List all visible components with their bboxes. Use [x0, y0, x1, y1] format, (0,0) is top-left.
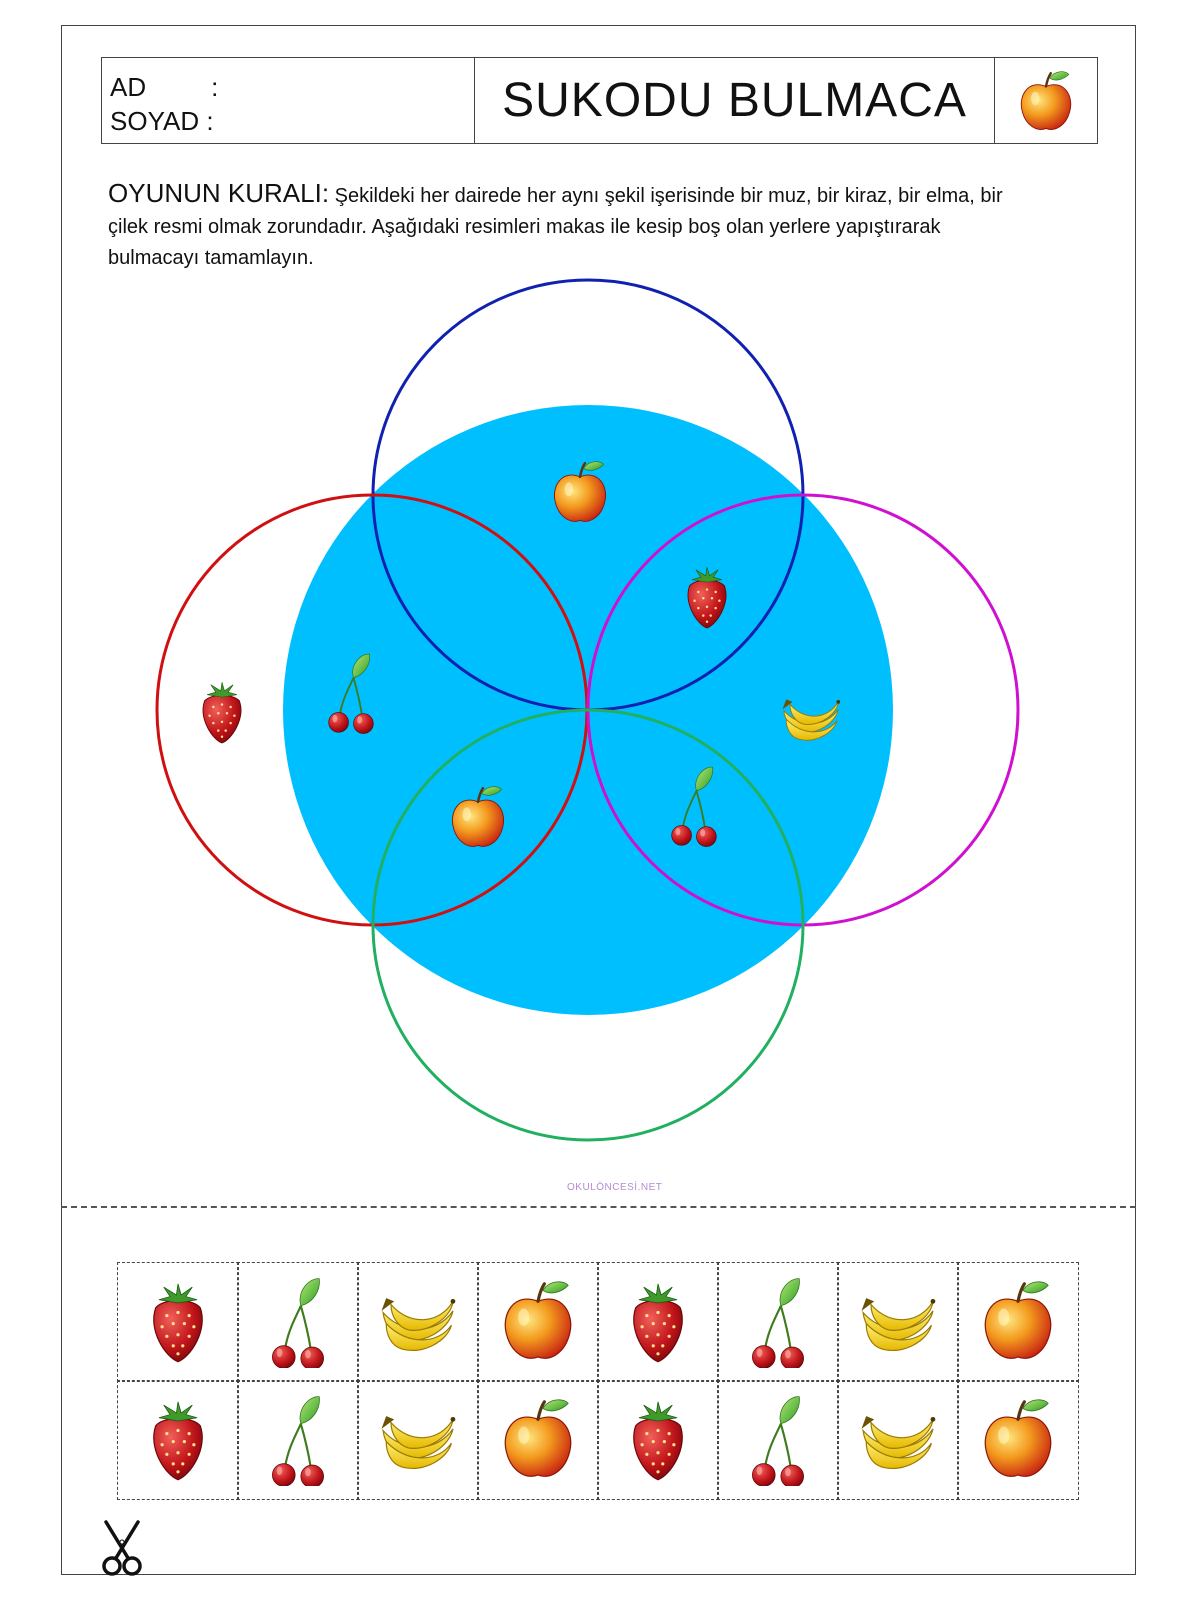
- cutout-tile[interactable]: [357, 1380, 479, 1500]
- cherry-icon: [252, 1394, 344, 1486]
- strawberry-icon: [612, 1276, 704, 1368]
- cutout-tile[interactable]: [597, 1262, 719, 1382]
- cutout-tile[interactable]: [837, 1262, 959, 1382]
- banana-icon: [372, 1276, 464, 1368]
- cutout-tiles: [118, 1263, 1078, 1499]
- banana-icon: [372, 1394, 464, 1486]
- apple-icon: [972, 1276, 1064, 1368]
- cutout-tile[interactable]: [477, 1380, 599, 1500]
- cherry-icon: [252, 1276, 344, 1368]
- cutout-tile[interactable]: [717, 1380, 839, 1500]
- cutout-tile[interactable]: [717, 1262, 839, 1382]
- scissors-icon: [98, 1520, 146, 1578]
- cutout-tile[interactable]: [957, 1380, 1079, 1500]
- surname-label: SOYAD :: [110, 106, 214, 136]
- watermark-text: OKULÖNCESİ.NET: [567, 1182, 663, 1193]
- cutout-tile[interactable]: [957, 1262, 1079, 1382]
- cherry-icon: [732, 1394, 824, 1486]
- cutout-tile[interactable]: [117, 1262, 239, 1382]
- rules-body: Şekildeki her dairede her aynı şekil işerisinde bir muz, bir kiraz, bir elma, bir çilek resmi olmak zorundadır. Aşağıdaki resimleri makas ile kesip boş olan yerlere yapıştırarak bulmacayı tamamlayın.: [108, 185, 1003, 269]
- strawberry-icon: [203, 682, 241, 743]
- name-label: AD :: [110, 72, 219, 102]
- cutout-tile[interactable]: [837, 1380, 959, 1500]
- banana-icon: [852, 1276, 944, 1368]
- rules-heading: OYUNUN KURALI:: [108, 178, 330, 208]
- cherry-icon: [732, 1276, 824, 1368]
- cutout-tile[interactable]: [237, 1262, 359, 1382]
- apple-icon: [492, 1276, 584, 1368]
- apple-icon: [492, 1394, 584, 1486]
- banana-icon: [852, 1394, 944, 1486]
- apple-icon: [972, 1394, 1064, 1486]
- cutout-tile[interactable]: [117, 1380, 239, 1500]
- strawberry-icon: [132, 1394, 224, 1486]
- cut-line: [61, 1206, 1136, 1208]
- page-title: SUKODU BULMACA: [502, 74, 967, 127]
- strawberry-icon: [132, 1276, 224, 1368]
- cutout-tile[interactable]: [237, 1380, 359, 1500]
- cutout-tile[interactable]: [477, 1262, 599, 1382]
- cutout-tile[interactable]: [357, 1262, 479, 1382]
- cutout-tile[interactable]: [597, 1380, 719, 1500]
- strawberry-icon: [612, 1394, 704, 1486]
